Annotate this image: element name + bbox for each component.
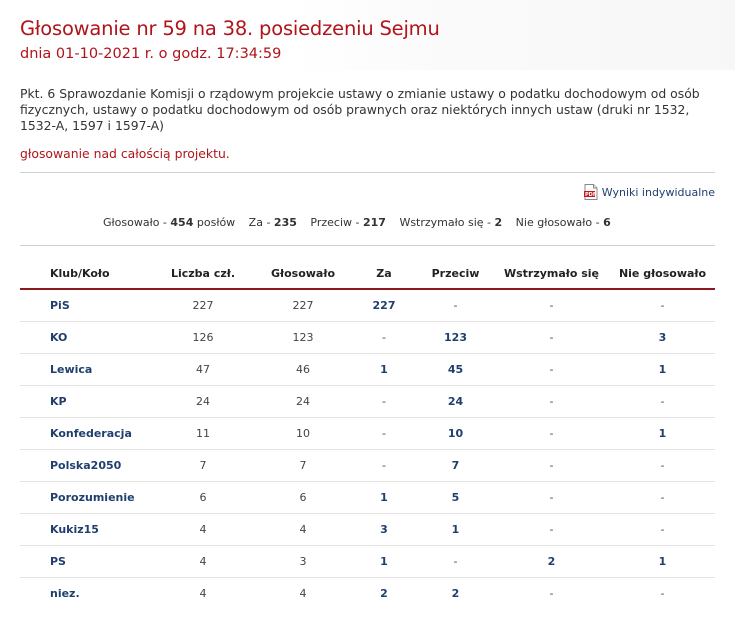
table-row [20, 546, 715, 578]
summary-abstained-label: Wstrzymało się - [399, 216, 495, 229]
voted-count: 46 [256, 354, 350, 386]
voted-count: 227 [256, 289, 350, 322]
voted-count: 24 [256, 386, 350, 418]
summary-against-label: Przeciw - [310, 216, 363, 229]
voted-count: 3 [256, 546, 350, 578]
table-row [20, 386, 715, 418]
summary-abstained-value: 2 [494, 216, 503, 229]
for-count[interactable]: 1 [350, 482, 418, 514]
col-header-voted: Głosowało [256, 258, 350, 289]
against-count: - [418, 546, 493, 578]
club-link[interactable]: PS [20, 546, 150, 578]
for-count: - [350, 322, 418, 354]
table-header-row [20, 258, 715, 289]
summary-voted-unit: posłów [193, 216, 236, 229]
club-link[interactable]: niez. [50, 587, 80, 600]
voted-count: 123 [256, 322, 350, 354]
abstained-count: - [493, 482, 610, 514]
not-voted-count: - [610, 514, 715, 546]
table-row [20, 289, 715, 322]
against-count[interactable]: 10 [418, 418, 493, 450]
abstained-count: - [493, 386, 610, 418]
abstained-count: - [493, 514, 610, 546]
col-header-members: Liczba czł. [150, 258, 256, 289]
summary-voted-label: Głosowało - [103, 216, 171, 229]
members-count: 126 [150, 322, 256, 354]
club-link[interactable]: Polska2050 [20, 450, 150, 482]
voted-count: 4 [256, 514, 350, 546]
members-count: 4 [199, 587, 207, 600]
for-count: - [350, 450, 418, 482]
not-voted-count: - [660, 587, 665, 600]
abstained-count: - [493, 418, 610, 450]
against-count[interactable]: 45 [418, 354, 493, 386]
not-voted-count[interactable]: 1 [610, 418, 715, 450]
club-link[interactable]: Lewica [20, 354, 150, 386]
club-link[interactable]: Porozumienie [20, 482, 150, 514]
voted-count: 7 [256, 450, 350, 482]
summary-for-label: Za - [248, 216, 274, 229]
voting-subject: głosowanie nad całością projektu. [20, 146, 230, 161]
not-voted-count: - [610, 289, 715, 322]
members-count: 7 [150, 450, 256, 482]
vote-summary [103, 216, 611, 229]
table-row [20, 514, 715, 546]
individual-results-link[interactable] [584, 184, 715, 200]
voted-count: 10 [256, 418, 350, 450]
club-link[interactable]: PiS [20, 289, 150, 322]
members-count: 4 [150, 546, 256, 578]
table-row [20, 450, 715, 482]
table-row [20, 418, 715, 450]
table-row [20, 354, 715, 386]
voted-count: 6 [256, 482, 350, 514]
for-count[interactable]: 2 [380, 587, 388, 600]
against-count[interactable]: 7 [418, 450, 493, 482]
col-header-abstained: Wstrzymało się [493, 258, 610, 289]
members-count: 4 [150, 514, 256, 546]
summary-not-voted-value: 6 [603, 216, 611, 229]
for-count: - [350, 418, 418, 450]
pdf-icon [584, 184, 598, 200]
not-voted-count: - [610, 450, 715, 482]
summary-against-value: 217 [362, 216, 386, 229]
not-voted-count[interactable]: 1 [610, 354, 715, 386]
members-count: 11 [150, 418, 256, 450]
for-count[interactable]: 227 [350, 289, 418, 322]
table-row [20, 322, 715, 354]
against-count[interactable]: 1 [418, 514, 493, 546]
agenda-item-description: Pkt. 6 Sprawozdanie Komisji o rządowym projekcie ustawy o zmianie ustawy o podatku dochodowym od osób fizycznych, ustawy o podatku dochodowym od osób prawnych oraz niektórych innych ustaw (druki nr 1532, 1532-A, 1597 i 1597-A) [20, 86, 700, 133]
summary-for-value: 235 [273, 216, 297, 229]
members-count: 24 [150, 386, 256, 418]
members-count: 227 [150, 289, 256, 322]
members-count: 47 [150, 354, 256, 386]
against-count[interactable]: 5 [418, 482, 493, 514]
divider [20, 172, 715, 173]
against-count[interactable]: 2 [451, 587, 460, 600]
against-count: - [418, 289, 493, 322]
for-count[interactable]: 3 [350, 514, 418, 546]
col-header-for: Za [350, 258, 418, 289]
abstained-count: - [493, 289, 610, 322]
club-link[interactable]: KO [20, 322, 150, 354]
summary-voted-value: 454 [170, 216, 194, 229]
for-count[interactable]: 1 [350, 354, 418, 386]
members-count: 6 [150, 482, 256, 514]
col-header-against: Przeciw [418, 258, 493, 289]
col-header-club: Klub/Koło [20, 258, 150, 289]
summary-not-voted-label: Nie głosowało - [515, 216, 604, 229]
vote-date: dnia 01-10-2021 r. o godz. 17:34:59 [20, 46, 282, 62]
abstained-count[interactable]: 2 [493, 546, 610, 578]
club-link[interactable]: Kukiz15 [20, 514, 150, 546]
abstained-count: - [493, 450, 610, 482]
for-count: - [350, 386, 418, 418]
results-table [20, 258, 715, 609]
not-voted-count[interactable]: 1 [610, 546, 715, 578]
table-row [20, 578, 715, 610]
not-voted-count[interactable]: 3 [610, 322, 715, 354]
individual-results-label[interactable]: Wyniki indywidualne [601, 185, 715, 199]
against-count[interactable]: 24 [418, 386, 493, 418]
divider [20, 245, 715, 246]
abstained-count: - [493, 322, 610, 354]
not-voted-count: - [610, 386, 715, 418]
not-voted-count: - [610, 482, 715, 514]
svg-text:PDF: PDF [584, 192, 597, 198]
for-count[interactable]: 1 [350, 546, 418, 578]
table-row [20, 482, 715, 514]
against-count[interactable]: 123 [418, 322, 493, 354]
club-link[interactable]: KP [20, 386, 150, 418]
abstained-count: - [493, 354, 610, 386]
voted-count: 4 [299, 587, 307, 600]
abstained-count: - [549, 587, 554, 600]
club-link[interactable]: Konfederacja [20, 418, 150, 450]
page-title: Głosowanie nr 59 na 38. posiedzeniu Sejmu [20, 17, 440, 40]
col-header-not-voted: Nie głosowało [610, 258, 715, 289]
